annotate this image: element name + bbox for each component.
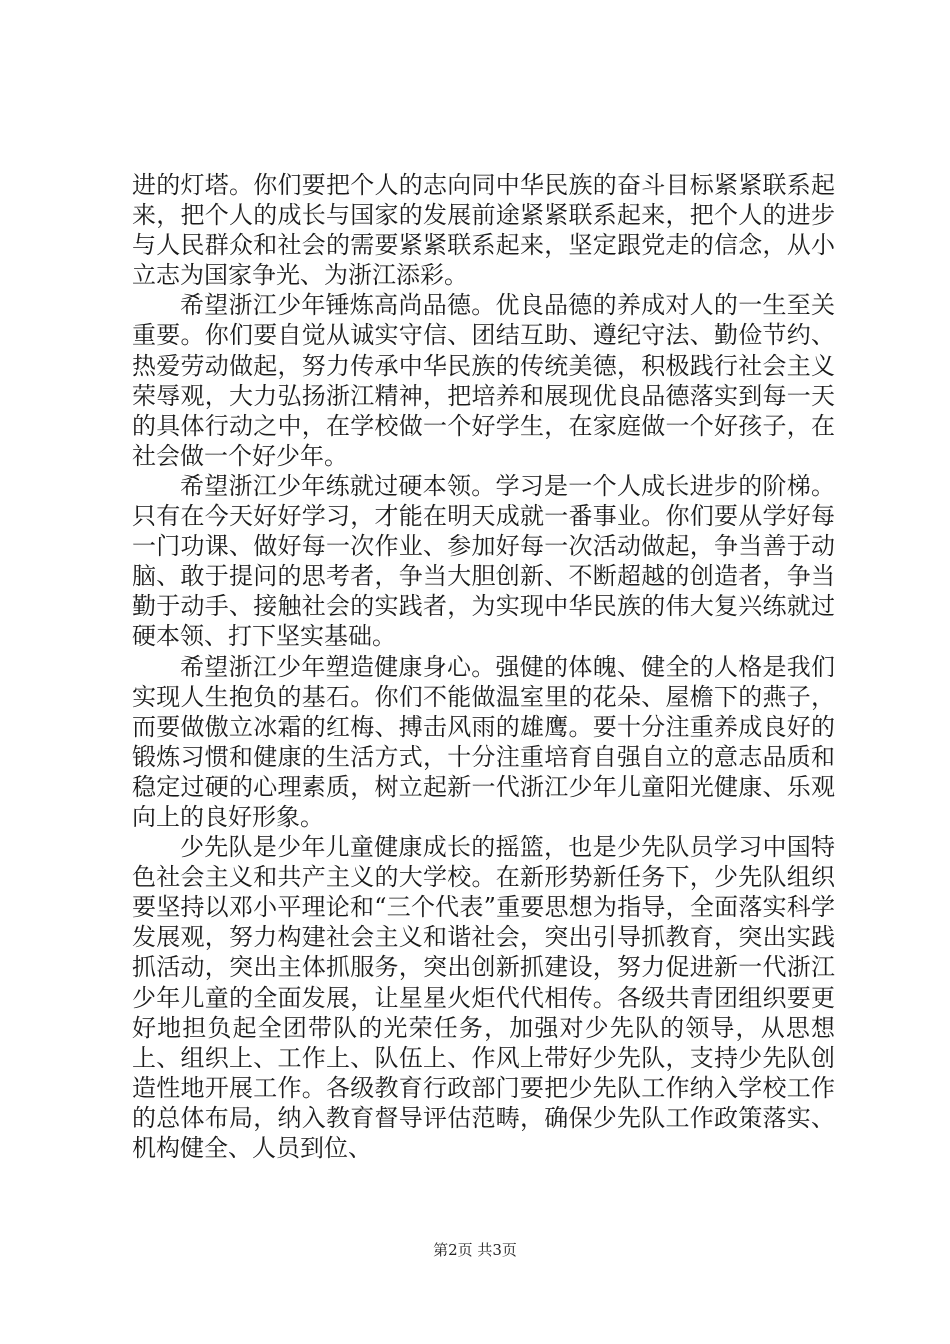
paragraph-1: 进的灯塔。你们要把个人的志向同中华民族的奋斗目标紧紧联系起来，把个人的成长与国家的发展前途紧紧联系起来，把个人的进步与人民群众和社会的需要紧紧联系起来，坚定跟党走的信念，从小立志为国家争光、为浙江添彩。 [132,171,835,290]
body-text [132,170,835,1163]
paragraph-3: 希望浙江少年练就过硬本领。学习是一个人成长进步的阶梯。只有在今天好好学习，才能在明天成就一番事业。你们要从学好每一门功课、做好每一次作业、参加好每一次活动做起，争当善于动脑、敢于提问的思考者，争当大胆创新、不断超越的创造者，争当勤于动手、接触社会的实践者，为实现中华民族的伟大复兴练就过硬本领、打下坚实基础。 [132,471,835,651]
paragraph-2: 希望浙江少年锤炼高尚品德。优良品德的养成对人的一生至关重要。你们要自觉从诚实守信、团结互助、遵纪守法、勤俭节约、热爱劳动做起，努力传承中华民族的传统美德，积极践行社会主义荣辱观，大力弘扬浙江精神，把培养和展现优良品德落实到每一天的具体行动之中，在学校做一个好学生，在家庭做一个好孩子，在社会做一个好少年。 [132,291,835,470]
page-footer: 第2页 共3页 [433,1241,517,1259]
paragraph-5: 少先队是少年儿童健康成长的摇篮，也是少先队员学习中国特色社会主义和共产主义的大学校。在新形势新任务下，少先队组织要坚持以邓小平理论和“三个代表”重要思想为指导，全面落实科学发展观，努力构建社会主义和谐社会，突出引导抓教育，突出实践抓活动，突出主体抓服务，突出创新抓建设，努力促进新一代浙江少年儿童的全面发展，让星星火炬代代相传。各级共青团组织要更好地担负起全团带队的光荣任务，加强对少先队的领导，从思想上、组织上、工作上、队伍上、作风上带好少先队，支持少先队创造性地开展工作。各级教育行政部门要把少先队工作纳入学校工作的总体布局，纳入教育督导评估范畴，确保少先队工作政策落实、机构健全、人员到位、 [132,833,835,1162]
paragraph-4: 希望浙江少年塑造健康身心。强健的体魄、健全的人格是我们实现人生抱负的基石。你们不能做温室里的花朵、屋檐下的燕子，而要做傲立冰霜的红梅、搏击风雨的雄鹰。要十分注重养成良好的锻炼习惯和健康的生活方式，十分注重培育自强自立的意志品质和稳定过硬的心理素质，树立起新一代浙江少年儿童阳光健康、乐观向上的良好形象。 [132,652,835,831]
